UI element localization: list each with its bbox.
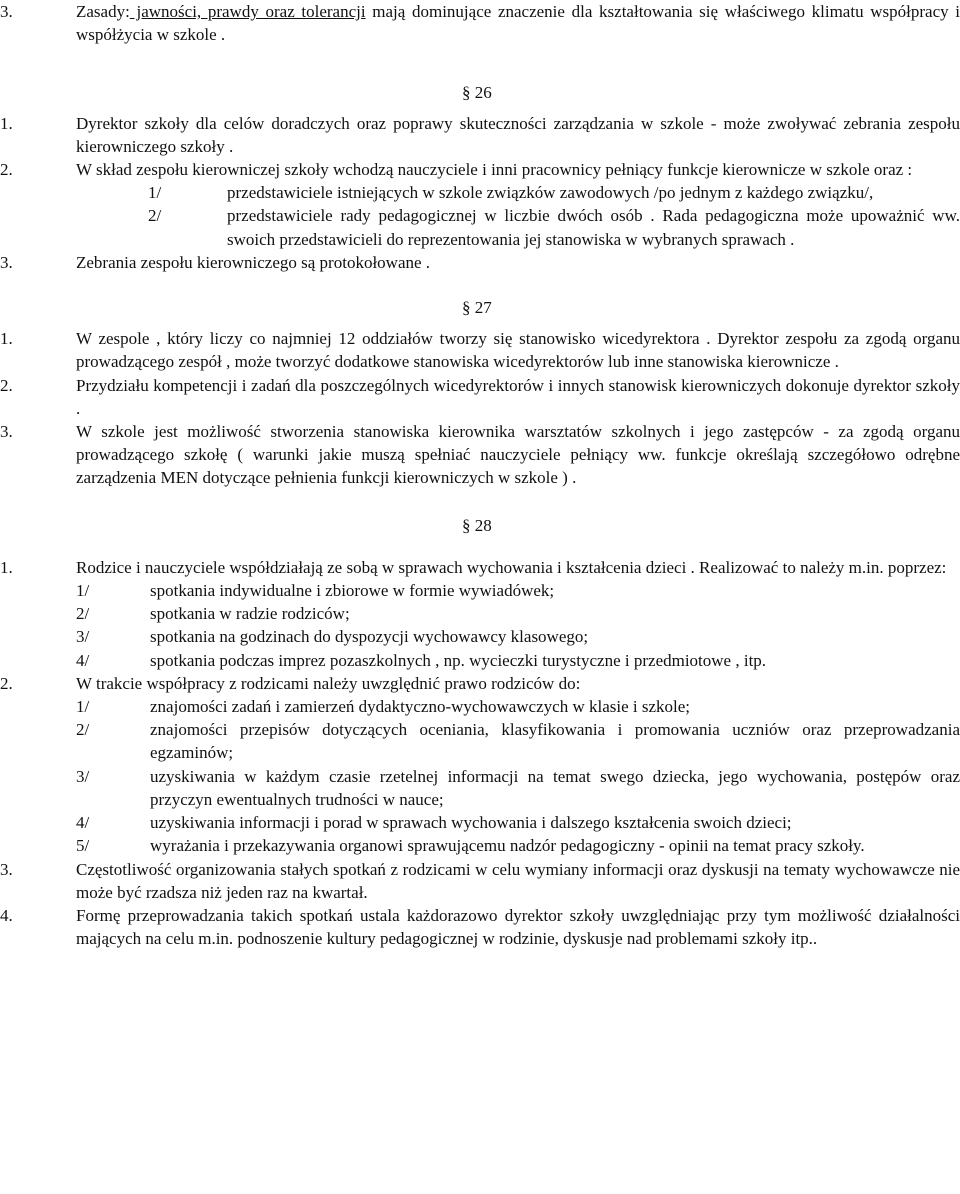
sub-list-item-text: przedstawiciele rady pedagogicznej w liczbie dwóch osób . Rada pedagogiczna może upoważnić ww. swoich przedstawicieli do reprezentowania jej stanowiska w wybranych sprawach .: [227, 206, 960, 249]
sub-list-item-text: spotkania podczas imprez pozaszkolnych , np. wycieczki turystyczne i przedmiotowe , itp.: [150, 650, 767, 670]
list-item-text: W trakcie współpracy z rodzicami należy uwzględnić prawo rodziców do:: [76, 673, 581, 693]
list-item-text: Rodzice i nauczyciele współdziałają ze sobą w sprawach wychowania i kształcenia dzieci . Realizować to należy m.in. poprzez:: [76, 557, 947, 577]
intro-text-end: mają dominujące znaczenie dla kształtowania się właściwego klimatu współpracy i współżycia w szkole .: [76, 2, 960, 45]
intro-item: [0, 0, 960, 46]
sub-list-item-text: uzyskiwania w każdym czasie rzetelnej informacji na temat swego dziecka, jego wychowania, postępów oraz przyczyn ewentualnych trudności w nauce;: [150, 766, 960, 809]
list-number: 3.: [0, 252, 13, 272]
sub-list-item-text: spotkania indywidualne i zbiorowe w formie wywiadówek;: [150, 581, 555, 601]
paragraph-sign: §: [462, 515, 471, 535]
sub-list-number: 2/: [76, 604, 90, 624]
sub-list-number: 4/: [76, 813, 90, 833]
list-item-text: W szkole jest możliwość stworzenia stanowiska kierownika warsztatów szkolnych i jego zastępców - za zgodą organu prowadzącego szkołę ( warunki jakie muszą spełniać nauczyciele pełniący ww. funkcje określają szczegółowo odrębne zarządzenia MEN dotyczące pełnienia funkcji kierowniczych w szkole ) .: [76, 422, 960, 488]
list-number: 1.: [0, 113, 13, 133]
sub-list-item: [0, 602, 960, 625]
sub-list-number: 2/: [76, 720, 90, 740]
section-heading-28: [462, 514, 960, 537]
list-number: 1.: [0, 329, 13, 349]
sub-list-item: [0, 579, 960, 602]
sub-list-number: 5/: [76, 836, 90, 856]
list-number: 2.: [0, 673, 13, 693]
section-heading-26: [462, 81, 960, 104]
sub-list-number: 3/: [76, 766, 90, 786]
sub-list-item-text: znajomości zadań i zamierzeń dydaktyczno-wychowawczych w klasie i szkole;: [150, 697, 690, 717]
section-number: 27: [474, 298, 492, 318]
sub-list-number: 1/: [76, 581, 90, 601]
section-number: 28: [474, 515, 492, 535]
sub-list-number: 3/: [76, 627, 90, 647]
list-item: [0, 158, 960, 181]
list-item: [0, 420, 960, 490]
intro-text-start: Zasady:: [76, 2, 130, 21]
sub-list-item: [0, 649, 960, 672]
list-item-text: W skład zespołu kierowniczej szkoły wchodzą nauczyciele i inni pracownicy pełniący funkcje kierownicze w szkole oraz :: [76, 160, 913, 180]
list-item: [0, 251, 960, 274]
list-item: [0, 858, 960, 904]
list-item-text: Częstotliwość organizowania stałych spotkań z rodzicami w celu wymiany informacji oraz dyskusji na tematy wychowawcze nie może być rzadsza niż jeden raz na kwartał.: [76, 859, 960, 902]
sub-list-item: [0, 811, 960, 834]
sub-list-number: 1/: [148, 183, 162, 203]
sub-list-item: [0, 625, 960, 648]
sub-list-item: [0, 181, 960, 204]
list-number: 1.: [0, 557, 13, 577]
sub-list-number: 4/: [76, 650, 90, 670]
list-item-text: Formę przeprowadzania takich spotkań ustala każdorazowo dyrektor szkoły uwzględniając przy tym możliwość działalności mających na celu m.in. podnoszenie kultury pedagogicznej w rodzinie, dyskusje nad problemami szkoły itp..: [76, 905, 960, 949]
sub-list-item-text: spotkania na godzinach do dyspozycji wychowawcy klasowego;: [150, 627, 589, 647]
list-item: [0, 672, 960, 695]
list-item: [0, 904, 960, 950]
list-number: 3.: [0, 2, 13, 21]
paragraph-sign: §: [462, 83, 471, 103]
list-item: [0, 327, 960, 373]
sub-list-item-text: wyrażania i przekazywania organowi sprawującemu nadzór pedagogiczny - opinii na temat pracy szkoły.: [150, 836, 865, 856]
sub-list-item: [0, 765, 960, 811]
section-heading-27: [462, 296, 960, 319]
list-item: [0, 112, 960, 158]
list-item-text: W zespole , który liczy co najmniej 12 oddziałów tworzy się stanowisko wicedyrektora . Dyrektor zespołu za zgodą organu prowadzącego zespół , może tworzyć dodatkowe stanowiska wicedyrektorów lub inne stanowiska kierownicze .: [76, 329, 960, 372]
section-number: 26: [474, 83, 492, 103]
list-number: 3.: [0, 422, 13, 442]
list-number: 2.: [0, 160, 13, 180]
list-item: [0, 556, 960, 579]
sub-list-item: [0, 718, 960, 764]
sub-list-item-text: spotkania w radzie rodziców;: [150, 604, 350, 624]
list-item-text: Dyrektor szkoły dla celów doradczych oraz poprawy skuteczności zarządzania w szkole - może zwoływać zebrania zespołu kierowniczego szkoły .: [76, 113, 960, 156]
sub-list-item-text: znajomości przepisów dotyczących oceniania, klasyfikowania i promowania uczniów oraz przeprowadzania egzaminów;: [150, 720, 960, 763]
list-number: 2.: [0, 375, 13, 395]
sub-list-item: [0, 695, 960, 718]
sub-list-item-text: uzyskiwania informacji i porad w sprawach wychowania i dalszego kształcenia swoich dzieci;: [150, 813, 792, 833]
list-number: 3.: [0, 859, 13, 879]
list-number: 4.: [0, 905, 13, 925]
intro-underlined-text: jawności, prawdy oraz tolerancji: [129, 2, 366, 21]
list-item: [0, 374, 960, 420]
list-item-text: Zebrania zespołu kierowniczego są protokołowane .: [76, 252, 431, 272]
sub-list-item: [0, 834, 960, 857]
sub-list-item: [0, 204, 960, 250]
paragraph-sign: §: [462, 298, 471, 318]
sub-list-number: 1/: [76, 697, 90, 717]
sub-list-number: 2/: [148, 206, 162, 226]
list-item-text: Przydziału kompetencji i zadań dla poszczególnych wicedyrektorów i innych stanowisk kierowniczych dokonuje dyrektor szkoły .: [76, 375, 960, 418]
sub-list-item-text: przedstawiciele istniejących w szkole związków zawodowych /po jednym z każdego związku/,: [227, 183, 874, 203]
